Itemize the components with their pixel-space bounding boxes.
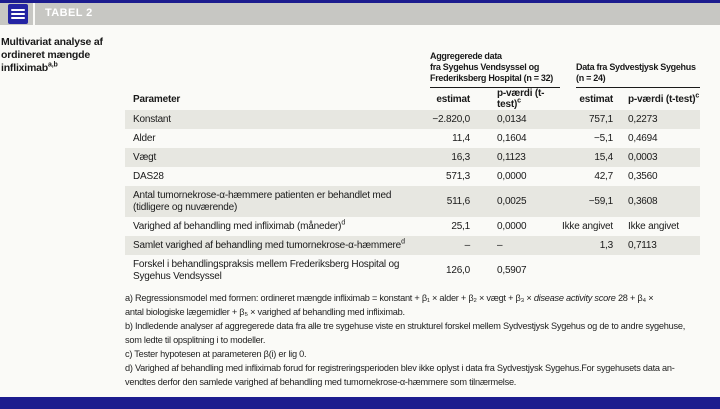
table-row [125, 186, 700, 217]
cell-pvalue-1: 0,0025 [497, 196, 527, 207]
group-header-spacer [125, 36, 417, 88]
cell-parameter: Forskel i behandlingspraksis mellem Frederiksberg Hospital og Sygehus Vendsyssel [133, 258, 400, 282]
column-header-estimat-2: estimat [579, 93, 613, 105]
cell-pvalue-2: 0,2273 [628, 114, 658, 125]
cell-parameter: Samlet varighed af behandling med tumornekrose-α-hæmmere$^d$ [133, 238, 405, 251]
table-body [125, 110, 700, 286]
cell-pvalue-1: 0,0000 [497, 171, 527, 182]
table-row [125, 148, 700, 167]
pvalue-superscript: c [695, 92, 700, 100]
table-header-bar [0, 3, 720, 25]
cell-estimat-1: 16,3 [451, 152, 470, 163]
group2-line: Data fra Sydvestjysk Sygehus [576, 62, 696, 72]
group-header-sydvestjysk [560, 36, 700, 88]
cell-parameter: Varighed af behandling med infliximab (måneder)$^d$ [133, 219, 346, 232]
regression-table [125, 36, 700, 286]
column-header-pvalue-2 [615, 88, 700, 110]
cell-parameter: DAS28 [133, 170, 164, 182]
cell-estimat-2: 15,4 [594, 152, 613, 163]
footnote-c: c) Tester hypotesen at parameteren β(i) er lig 0. [125, 349, 307, 359]
cell-estimat-1: – [464, 240, 470, 251]
footnote-text: a) Regressionsmodel med formen: ordineret mængde infliximab = konstant + β₁ × alder + β₂ × vægt + β₃ × [125, 293, 534, 303]
column-header-pvalue-1 [472, 88, 560, 110]
cell-estimat-1: 571,3 [445, 171, 470, 182]
cell-pvalue-2: 0,7113 [628, 240, 657, 251]
table-caption [1, 36, 113, 75]
bottom-rule [0, 397, 720, 409]
caption-text: Multivariat analyse af ordineret mængde infliximab [1, 36, 103, 74]
cell-pvalue-1: 0,1123 [497, 152, 526, 163]
table-row [125, 110, 700, 129]
cell-parameter: Konstant [133, 113, 171, 125]
cell-pvalue-1: 0,0000 [497, 221, 527, 232]
cell-estimat-2: 42,7 [594, 171, 613, 182]
cell-estimat-1: −2.820,0 [432, 114, 470, 125]
cell-estimat-2: Ikke angivet [562, 221, 613, 232]
cell-parameter: Vægt [133, 151, 157, 163]
table-row [125, 236, 700, 255]
group1-line: Aggregerede data [430, 51, 502, 61]
footnote-a-line2: antal biologiske lægemidler + β₅ × varighed af behandling med infliximab. [125, 307, 405, 317]
table-row [125, 167, 700, 186]
cell-pvalue-1: 0,1604 [497, 133, 527, 144]
footnote-italic-text: disease activity score [533, 293, 616, 303]
table-row [125, 217, 700, 236]
group-header-row [125, 36, 700, 88]
cell-estimat-2: −59,1 [588, 196, 613, 207]
cell-pvalue-1: 0,5907 [497, 265, 527, 276]
table-number-label: TABEL 2 [45, 7, 93, 19]
column-header-row [125, 88, 700, 110]
cell-estimat-1: 511,6 [446, 196, 470, 207]
footnote-b-line2: som ledte til opsplitning i to modeller. [125, 335, 266, 345]
footnote-d-line2: vendtes derfor den samlede varighed af behandling med tumornekrose-α-hæmmere som tilnærmelse. [125, 377, 517, 387]
table-icon [8, 4, 28, 24]
cell-estimat-1: 11,4 [452, 133, 470, 144]
footnote-b-line1: b) Indledende analyser af aggregerede data fra alle tre sygehuse viste en strukturel forskel mellem Sydvestjysk Sygehus og de to andre sygehuse, [125, 321, 685, 331]
cell-estimat-2: 757,1 [588, 114, 613, 125]
group1-line: fra Sygehus Vendsyssel og [430, 62, 540, 72]
cell-pvalue-2: 0,4694 [628, 133, 658, 144]
pvalue-label: p-værdi (t-test) [497, 88, 545, 110]
cell-pvalue-1: – [497, 240, 503, 251]
group2-line: (n = 24) [576, 73, 606, 83]
cell-estimat-2: −5,1 [594, 133, 613, 144]
column-header-parameter: Parameter [133, 93, 181, 105]
table-footnotes [125, 291, 713, 389]
group-header-aggregated [417, 36, 560, 88]
cell-pvalue-2 [615, 255, 700, 286]
table-row [125, 255, 700, 286]
cell-pvalue-2: 0,3608 [628, 196, 658, 207]
cell-estimat-2 [560, 255, 615, 286]
footnote-a-line1 [125, 291, 713, 305]
footnote-text: 28 + β₄ × [615, 293, 654, 303]
pvalue-superscript: c [517, 97, 521, 105]
pvalue-label: p-værdi (t-test) [628, 93, 696, 105]
cell-estimat-1: 126,0 [445, 265, 470, 276]
cell-pvalue-2: Ikke angivet [628, 221, 679, 232]
cell-pvalue-2: 0,3560 [628, 171, 658, 182]
cell-estimat-2: 1,3 [599, 240, 613, 251]
cell-pvalue-2: 0,0003 [628, 152, 658, 163]
group1-line: Frederiksberg Hospital (n = 32) [430, 73, 553, 83]
data-table-wrapper [125, 36, 700, 286]
table-row [125, 129, 700, 148]
cell-estimat-1: 25,1 [451, 221, 470, 232]
cell-parameter: Alder [133, 132, 156, 144]
caption-superscript: a,b [48, 61, 58, 69]
cell-pvalue-1: 0,0134 [497, 114, 527, 125]
column-header-estimat-1: estimat [436, 93, 470, 105]
cell-parameter: Antal tumornekrose-α-hæmmere patienten er behandlet med (tidligere og nuværende) [133, 189, 392, 213]
footnote-d-line1: d) Varighed af behandling med infliximab forud for registreringsperioden blev ikke oplyst i data fra Sydvestjysk Sygehus.For sygehusets data an- [125, 363, 675, 373]
header-divider [33, 3, 35, 25]
